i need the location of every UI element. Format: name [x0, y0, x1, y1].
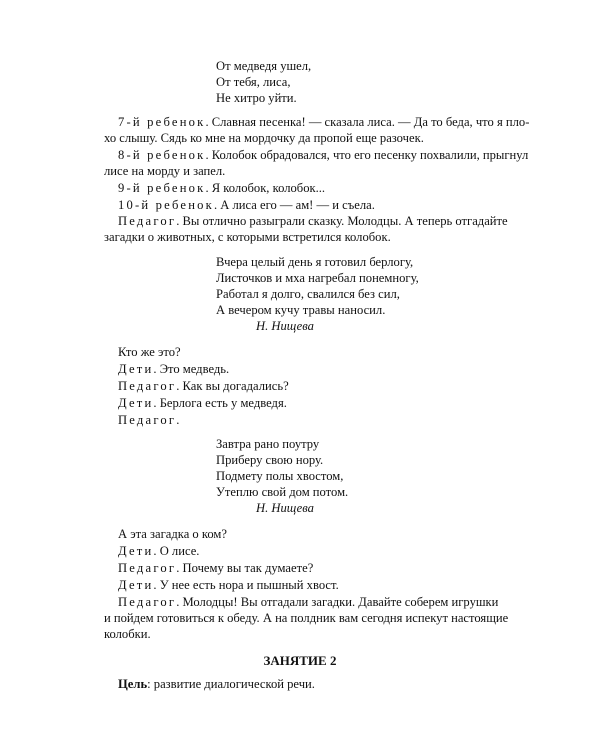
line-text: .: [176, 413, 180, 427]
paragraph-children: [118, 361, 229, 377]
paragraph-children: [118, 543, 199, 559]
goal-label: Цель: [118, 677, 148, 691]
poem2-line: Вчера целый день я готовил берлогу,: [216, 255, 414, 269]
goal-paragraph: [118, 676, 315, 692]
line-text: : развитие диалогической речи.: [147, 677, 315, 691]
speaker: Педагог: [118, 561, 177, 575]
line-text: лисе на морду и запел.: [104, 164, 226, 178]
line-text: . Почему вы так думаете?: [176, 561, 314, 575]
poem3-line: Приберу свою нору.: [216, 453, 324, 467]
paragraph-pedagog: [118, 378, 289, 394]
paragraph-children: [118, 395, 287, 411]
question-line: А эта загадка о ком?: [118, 527, 227, 541]
paragraph-pedagog: [118, 560, 313, 576]
speaker: Педагог: [118, 595, 177, 609]
paragraph-pedagog-1: [118, 213, 508, 229]
paragraph-children: [118, 577, 339, 593]
poem3-line: Подмету полы хвостом,: [216, 469, 344, 483]
paragraph-pedagog: [118, 412, 179, 428]
question-line: Кто же это?: [118, 345, 181, 359]
poem3-line: Утеплю свой дом потом.: [216, 485, 349, 499]
poem-author: Н. Нищева: [256, 501, 314, 515]
section-heading: ЗАНЯТИЕ 2: [263, 653, 337, 668]
speaker: Педагог: [118, 379, 177, 393]
line-text: колобки.: [104, 627, 151, 641]
paragraph-child-8: [118, 147, 529, 163]
speaker: Дети: [118, 544, 154, 558]
line-text: . У нее есть нора и пышный хвост.: [153, 578, 339, 592]
speaker: 8-й ребенок: [118, 148, 206, 162]
line-text: . Я колобок, колобок...: [205, 181, 326, 195]
poem1-line: От тебя, лиса,: [216, 75, 291, 89]
poem-author: Н. Нищева: [256, 319, 314, 333]
poem2-line: Работал я долго, свалился без сил,: [216, 287, 400, 301]
speaker: Дети: [118, 362, 154, 376]
speaker: 7-й ребенок: [118, 115, 206, 129]
poem3-line: Завтра рано поутру: [216, 437, 320, 451]
line-text: . Славная песенка! — сказала лиса. — Да то беда, что я пло-: [205, 115, 530, 129]
paragraph-child-9: [118, 180, 325, 196]
line-text: . Как вы догадались?: [176, 379, 289, 393]
paragraph-child-7: [118, 114, 530, 130]
line-text: . Это медведь.: [153, 362, 230, 376]
speaker: Дети: [118, 396, 154, 410]
paragraph-pedagog-5: [118, 594, 499, 610]
speaker: 10-й ребенок: [118, 198, 214, 212]
line-text: . Колобок обрадовался, что его песенку похвалили, прыгнул: [205, 148, 529, 162]
line-text: хо слышу. Сядь ко мне на мордочку да пропой еще разочек.: [104, 131, 424, 145]
line-text: . О лисе.: [153, 544, 200, 558]
paragraph-child-10: [118, 197, 375, 213]
speaker: Дети: [118, 578, 154, 592]
line-text: загадки о животных, с которыми встретился колобок.: [104, 230, 391, 244]
speaker: 9-й ребенок: [118, 181, 206, 195]
line-text: . Вы отлично разыграли сказку. Молодцы. А теперь отгадайте: [176, 214, 508, 228]
speaker: Педагог: [118, 214, 177, 228]
line-text: . Берлога есть у медведя.: [153, 396, 287, 410]
line-text: и пойдем готовиться к обеду. А на полдник вам сегодня испекут настоящие: [104, 611, 509, 625]
poem2-line: Листочков и мха нагребал понемногу,: [216, 271, 419, 285]
poem1-line: Не хитро уйти.: [216, 91, 297, 105]
poem2-line: А вечером кучу травы наносил.: [216, 303, 386, 317]
poem1-line: От медведя ушел,: [216, 59, 312, 73]
line-text: . Молодцы! Вы отгадали загадки. Давайте соберем игрушки: [176, 595, 499, 609]
speaker: Педагог: [118, 413, 177, 427]
line-text: . А лиса его — ам! — и съела.: [213, 198, 375, 212]
